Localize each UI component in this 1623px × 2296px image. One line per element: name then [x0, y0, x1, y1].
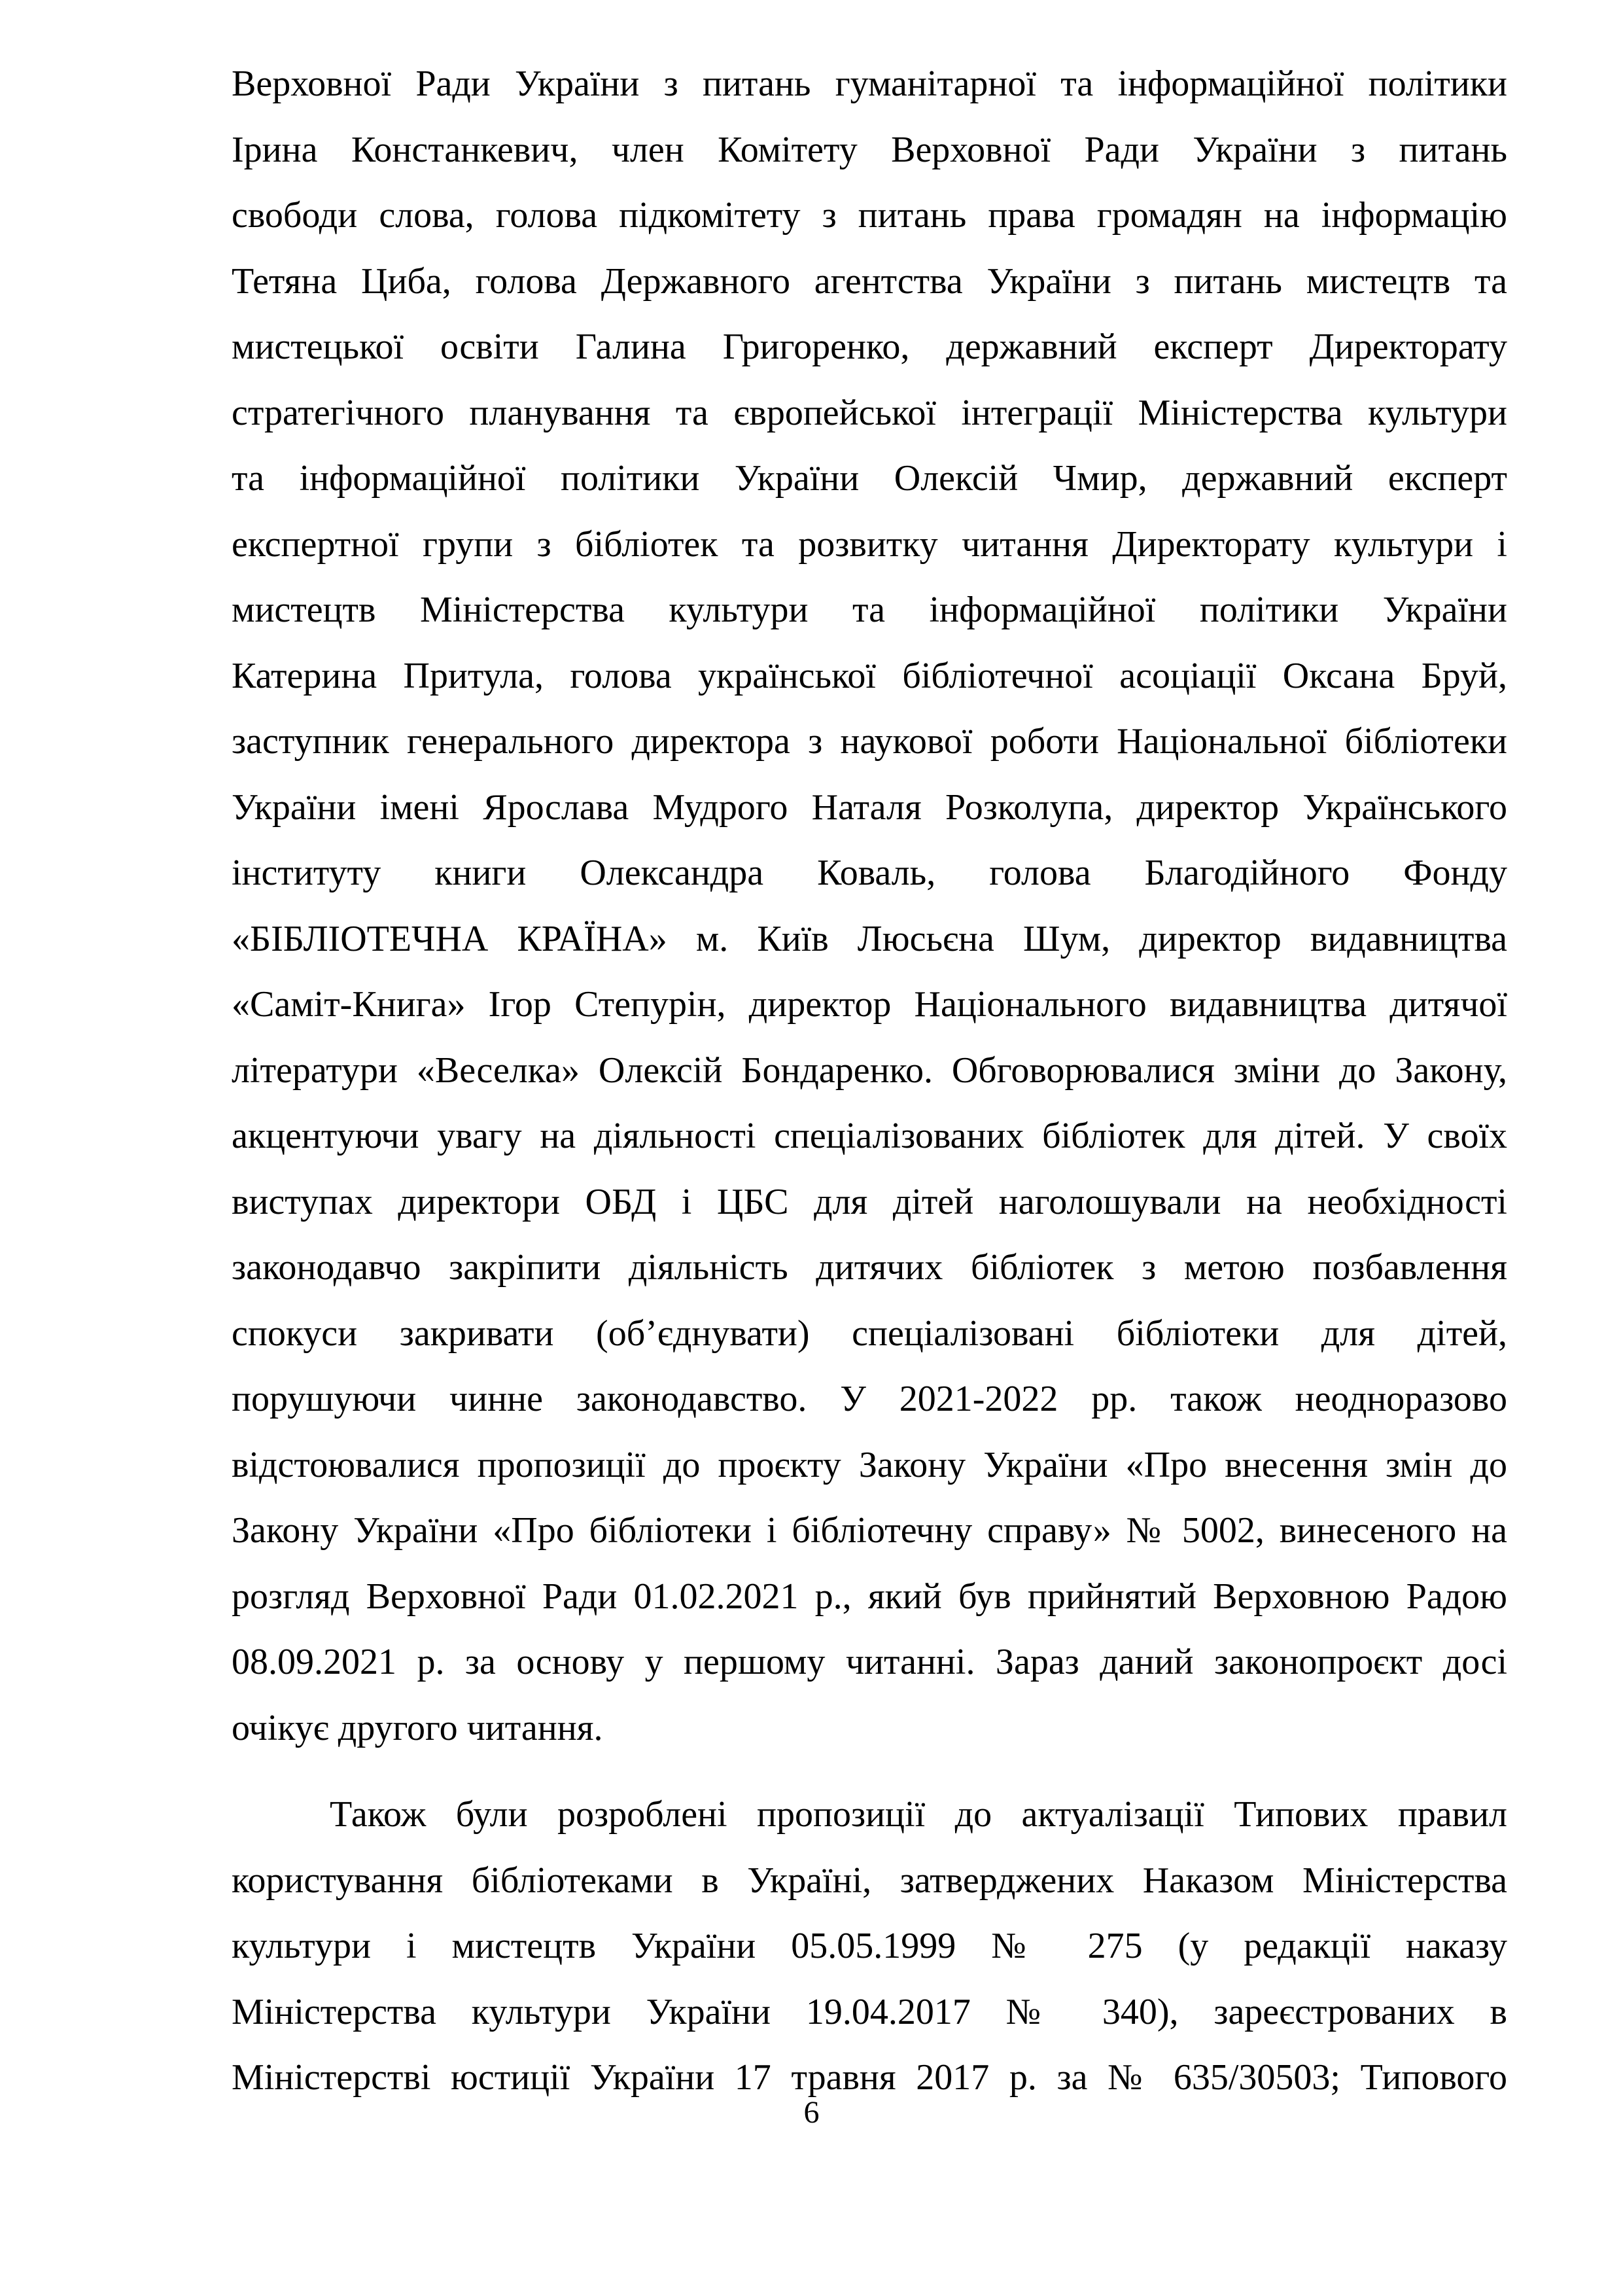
text-line: користування бібліотеками в Україні, затверджених Наказом Міністерства [232, 1860, 1507, 1901]
text-line: свободи слова, голова підкомітету з питань права громадян на інформацію [232, 195, 1507, 236]
text-line: порушуючи чинне законодавство. У 2021-2022 рр. також неодноразово [232, 1379, 1507, 1419]
text-line: Ірина Констанкевич, член Комітету Верховної Ради України з питань [232, 129, 1507, 170]
text-line: очікує другого читання. [232, 1707, 603, 1748]
paragraph [232, 51, 1507, 1761]
text-line: мистецької освіти Галина Григоренко, державний експерт Директорату [232, 327, 1507, 367]
text-line: відстоювалися пропозиції до проєкту Закону України «Про внесення змін до [232, 1444, 1507, 1485]
text-line: та інформаційної політики України Олексій Чмир, державний експерт [232, 458, 1507, 499]
text-line: Тетяна Циба, голова Державного агентства України з питань мистецтв та [232, 260, 1507, 302]
text-line: України імені Ярослава Мудрого Наталя Розколупа, директор Українського [232, 786, 1507, 828]
text-line: розгляд Верховної Ради 01.02.2021 р., який був прийнятий Верховною Радою [232, 1576, 1507, 1617]
text-line: спокуси закривати (об’єднувати) спеціалізовані бібліотеки для дітей, [232, 1313, 1507, 1354]
page-number: 6 [803, 2095, 820, 2130]
text-line: Міністерстві юстиції України 17 травня 2017 р. за № 635/30503; Типового [232, 2057, 1507, 2098]
text-line: «Саміт-Книга» Ігор Степурін, директор Національного видавництва дитячої [232, 984, 1507, 1025]
text-line: Верховної Ради України з питань гуманітарної та інформаційної політики [232, 63, 1507, 104]
text-line: «БІБЛІОТЕЧНА КРАЇНА» м. Київ Люсьєна Шум, директор видавництва [232, 918, 1507, 959]
text-line: Міністерства культури України 19.04.2017 № 340), зареєстрованих в [232, 1991, 1507, 2032]
text-line: Катерина Притула, голова української бібліотечної асоціації Оксана Бруй, [232, 655, 1507, 696]
text-line: виступах директори ОБД і ЦБС для дітей наголошували на необхідності [232, 1181, 1507, 1222]
text-line: Закону України «Про бібліотеки і бібліотечну справу» № 5002, винесеного на [232, 1510, 1507, 1551]
text-line: культури і мистецтв України 05.05.1999 № 275 (у редакції наказу [232, 1926, 1507, 1966]
text-line: Також були розроблені пропозиції до актуалізації Типових правил [330, 1794, 1507, 1835]
text-line: акцентуючи увагу на діяльності спеціалізованих бібліотек для дітей. У своїх [232, 1116, 1507, 1156]
text-line: стратегічного планування та європейської інтеграції Міністерства культури [232, 392, 1507, 433]
text-line: експертної групи з бібліотек та розвитку читання Директорату культури і [232, 523, 1507, 565]
text-line: інституту книги Олександра Коваль, голова Благодійного Фонду [232, 853, 1507, 893]
text-line: заступник генерального директора з наукової роботи Національної бібліотеки [232, 721, 1507, 762]
text-line: літератури «Веселка» Олексій Бондаренко. Обговорювалися зміни до Закону, [232, 1050, 1507, 1091]
text-line: законодавчо закріпити діяльність дитячих бібліотек з метою позбавлення [232, 1247, 1507, 1288]
paragraph [232, 1782, 1507, 2111]
text-line: 08.09.2021 р. за основу у першому читанні. Зараз даний законопроєкт досі [232, 1642, 1507, 1682]
text-line: мистецтв Міністерства культури та інформаційної політики України [232, 590, 1507, 630]
